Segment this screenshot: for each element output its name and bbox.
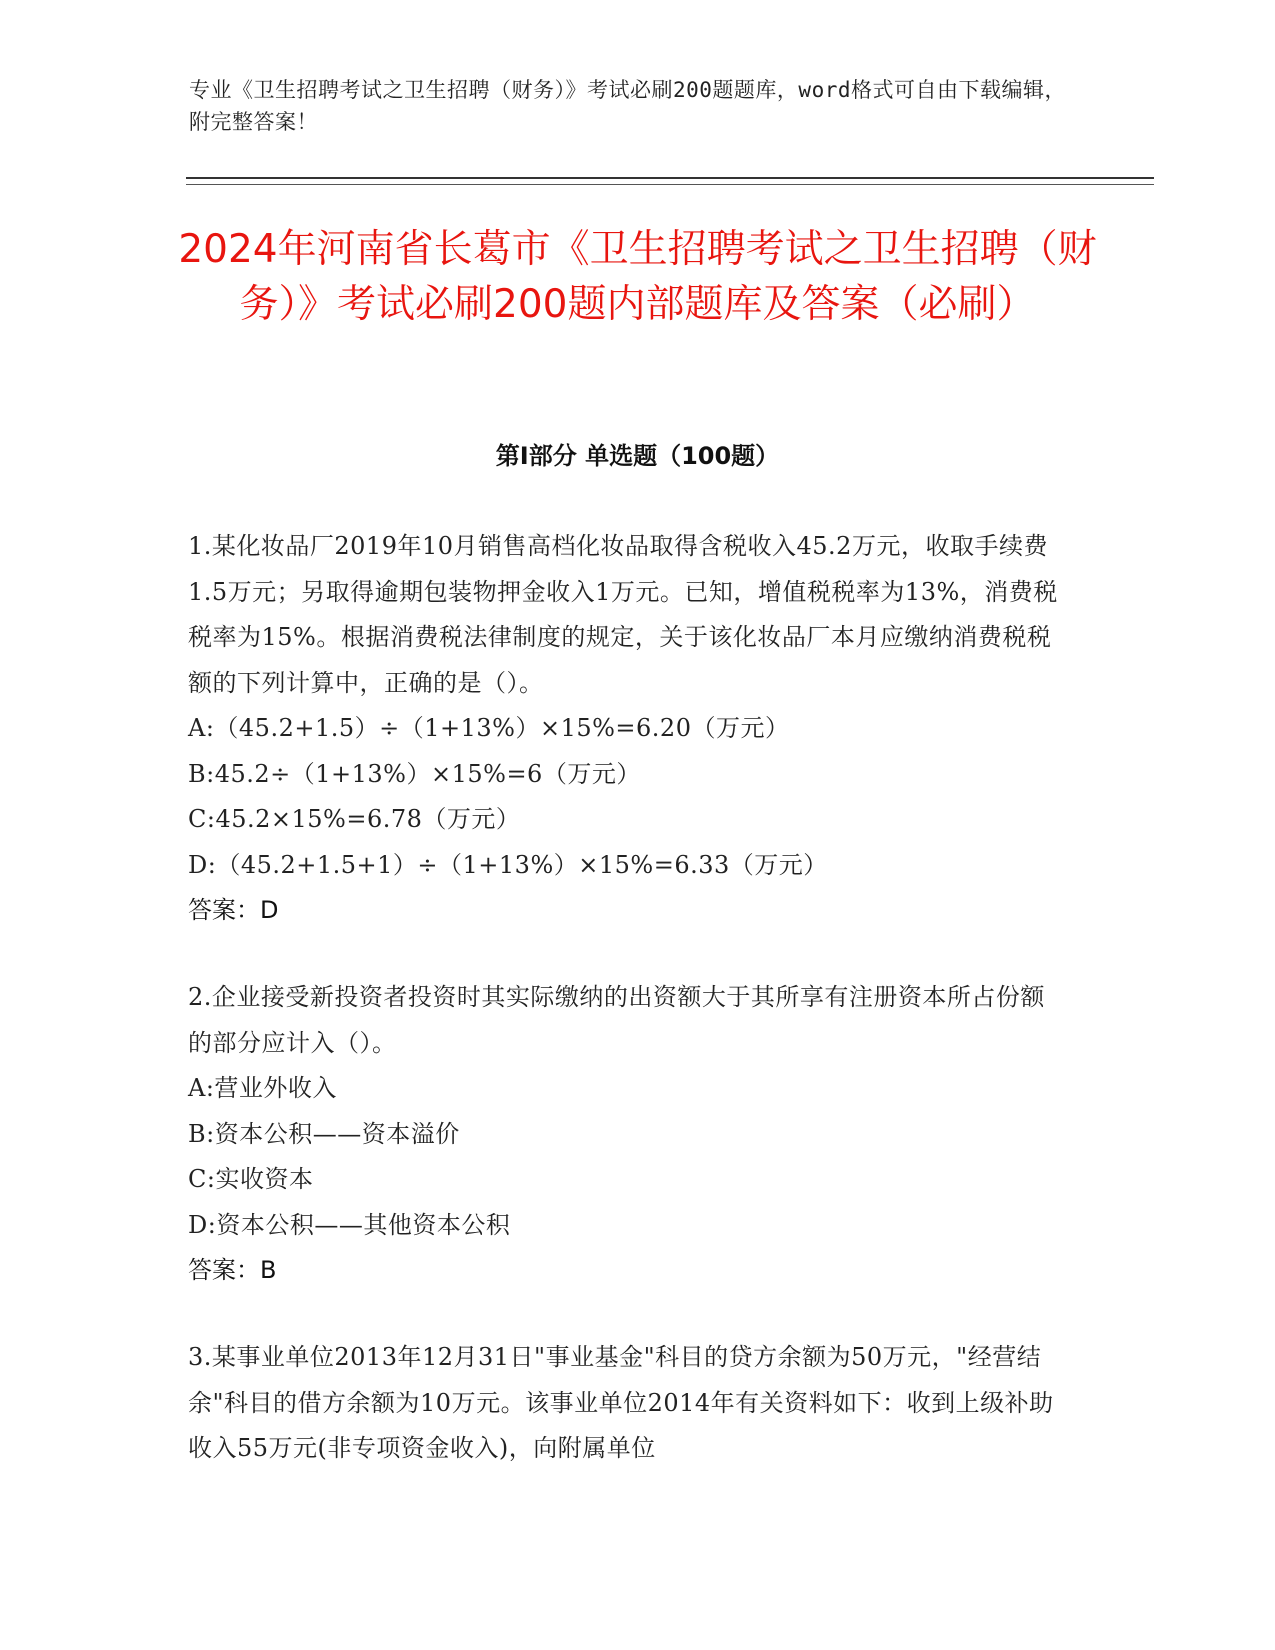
- option-b: B:资本公积——资本溢价: [188, 1119, 460, 1148]
- answer: 答案：D: [188, 896, 279, 924]
- option-d: D:资本公积——其他资本公积: [188, 1210, 511, 1239]
- question-2: [188, 975, 1068, 1294]
- option-a: A:营业外收入: [188, 1074, 337, 1102]
- header-divider-thin: [186, 184, 1154, 185]
- option-c: C:实收资本: [188, 1165, 314, 1193]
- section-title: 第Ⅰ部分 单选题（100题）: [495, 442, 780, 470]
- document-title: 2024年河南省长葛市《卫生招聘考试之卫生招聘（财务）》考试必刷200题内部题库及答案（必刷）: [178, 227, 1097, 327]
- option-d: D:（45.2+1.5+1）÷（1+13%）×15%=6.33（万元）: [188, 850, 828, 879]
- question-text: 1.某化妆品厂2019年10月销售高档化妆品取得含税收入45.2万元，收取手续费1.5万元；另取得逾期包装物押金收入1万元。已知，增值税税率为13%，消费税税率为15%。根据消费税法律制度的规定，关于该化妆品厂本月应缴纳消费税税额的下列计算中，正确的是（）。: [188, 532, 1058, 697]
- header-note: 专业《卫生招聘考试之卫生招聘（财务）》考试必刷200题题库，word格式可自由下载编辑，附完整答案！: [189, 78, 1066, 134]
- option-b: B:45.2÷（1+13%）×15%=6（万元）: [188, 759, 641, 788]
- answer: 答案：B: [188, 1256, 277, 1284]
- question-text: 3.某事业单位2013年12月31日"事业基金"科目的贷方余额为50万元，"经营结余"科目的借方余额为10万元。该事业单位2014年有关资料如下：收到上级补助收入55万元(非专项资金收入)，向附属单位: [188, 1343, 1054, 1462]
- header-divider-thick: [186, 177, 1154, 179]
- option-c: C:45.2×15%=6.78（万元）: [188, 805, 521, 833]
- question-3: [188, 1335, 1068, 1472]
- option-a: A:（45.2+1.5）÷（1+13%）×15%=6.20（万元）: [188, 714, 790, 742]
- question-1: [188, 524, 1068, 934]
- question-text: 2.企业接受新投资者投资时其实际缴纳的出资额大于其所享有注册资本所占份额的部分应计入（）。: [188, 983, 1045, 1057]
